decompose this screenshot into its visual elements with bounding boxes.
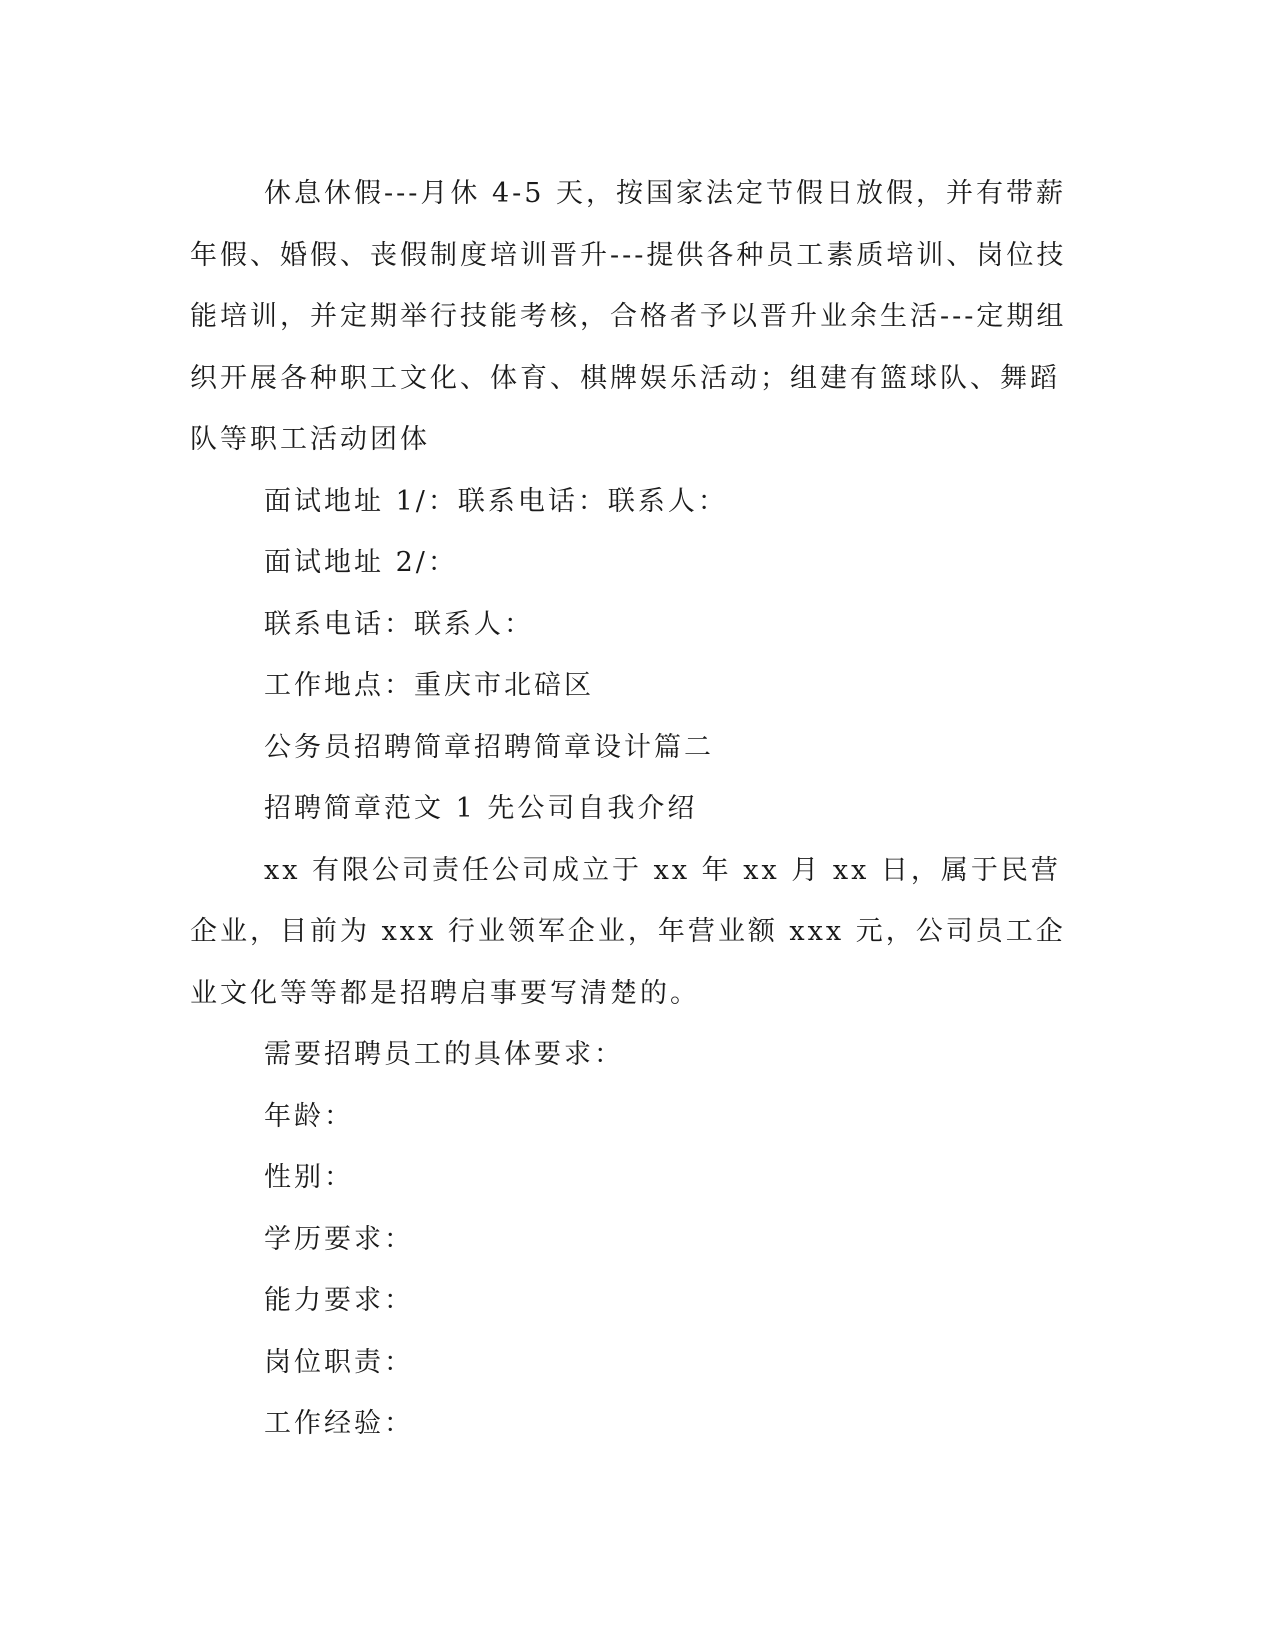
field-experience: 工作经验：: [264, 1408, 414, 1439]
field-education: 学历要求：: [264, 1223, 414, 1255]
field-age: 年龄：: [264, 1100, 354, 1132]
paragraph-contact: 联系电话：联系人：: [264, 608, 534, 640]
field-ability: 能力要求：: [264, 1285, 414, 1316]
field-gender: 性别：: [264, 1162, 354, 1193]
paragraph-interview-address-2: 面试地址 2/：: [264, 547, 458, 578]
document-body: [190, 163, 1070, 1455]
field-duties: 岗位职责：: [264, 1346, 414, 1378]
paragraph-benefits: 休息休假---月休 4-5 天，按国家法定节假日放假，并有带薪年假、婚假、丧假制度培训晋升---提供各种员工素质培训、岗位技能培训，并定期举行技能考核，合格者予以晋升业余生活---定期组织开展各种职工文化、体育、棋牌娱乐活动；组建有篮球队、舞蹈队等职工活动团体: [190, 178, 1067, 455]
section-heading: 公务员招聘简章招聘简章设计篇二: [264, 731, 714, 763]
paragraph-work-location: 工作地点：重庆市北碚区: [264, 670, 594, 701]
paragraph-company-intro: xx 有限公司责任公司成立于 xx 年 xx 月 xx 日，属于民营企业，目前为 xxx 行业领军企业，年营业额 xxx 元，公司员工企业文化等等都是招聘启事要写清楚的。: [190, 854, 1066, 1009]
paragraph-interview-address-1: 面试地址 1/：联系电话：联系人：: [264, 485, 728, 517]
paragraph-requirements-heading: 需要招聘员工的具体要求：: [264, 1039, 624, 1070]
paragraph-sample-intro: 招聘简章范文 1 先公司自我介绍: [264, 793, 698, 824]
